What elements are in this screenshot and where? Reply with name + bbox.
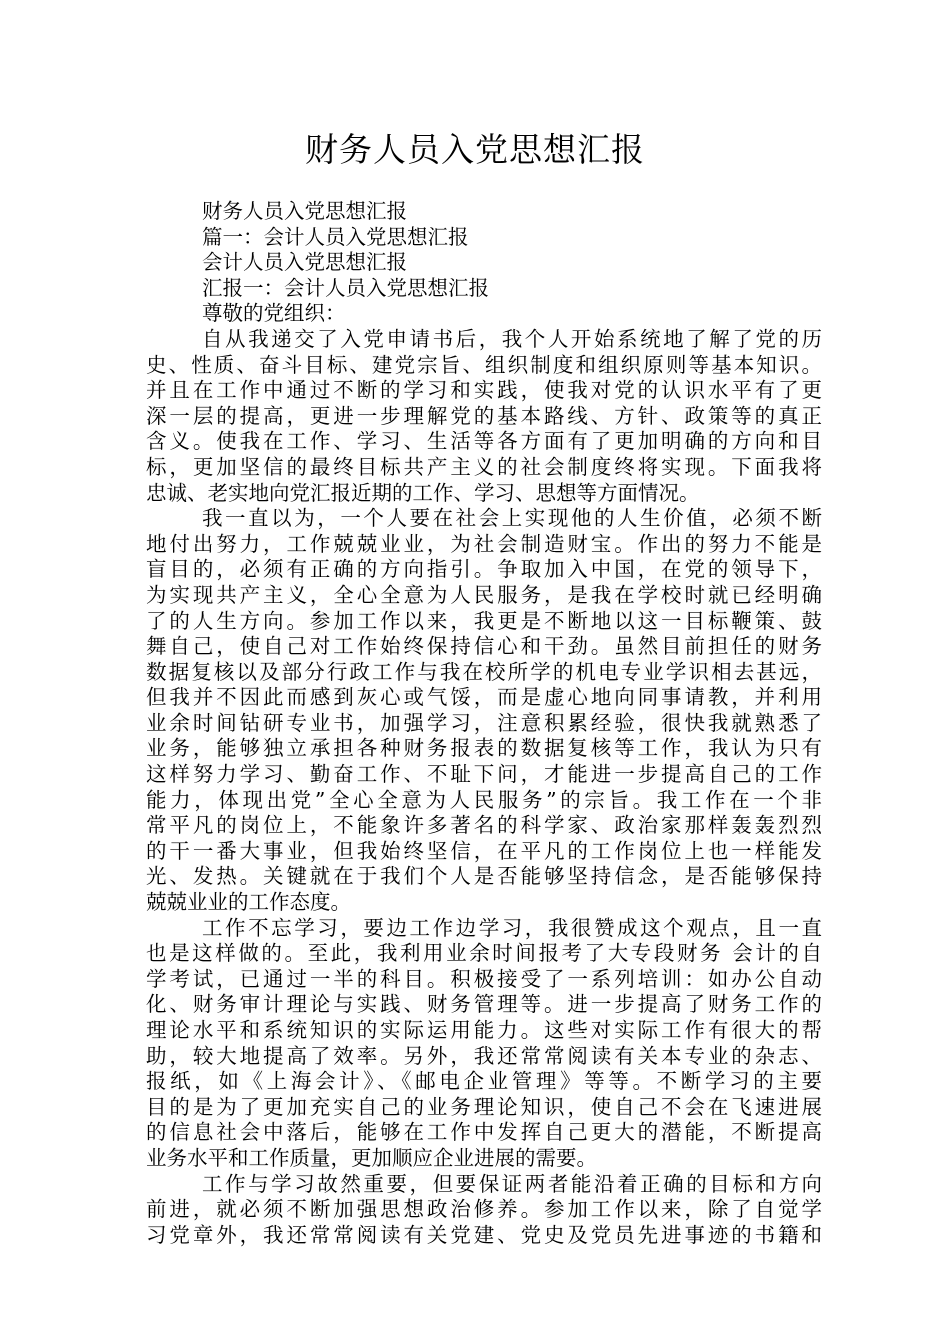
text-line: 舞自己，使自己对工作始终保持信心和干劲。虽然目前担任的财务	[146, 634, 822, 659]
text-line: 但我并不因此而感到灰心或气馁，而是虚心地向同事请教，并利用	[146, 685, 822, 710]
text-line: 汇报一：会计人员入党思想汇报	[202, 275, 489, 300]
text-line: 深一层的提高，更进一步理解党的基本路线、方针、政策等的真正	[146, 403, 822, 428]
text-line: 财务人员入党思想汇报	[202, 199, 407, 223]
text-line: 标，更加坚信的最终目标共产主义的社会制度终将实现。下面我将	[146, 454, 822, 479]
text-line: 前进，就必须不断加强思想政治修养。参加工作以来，除了自觉学	[146, 1197, 822, 1222]
text-line: 学考试，已通过一半的科目。积极接受了一系列培训：如办公自动	[146, 966, 822, 991]
text-line: 工作不忘学习，要边工作边学习，我很赞成这个观点，且一直	[202, 915, 822, 940]
text-line: 会计人员入党思想汇报	[202, 250, 407, 275]
text-line: 为实现共产主义，全心全意为人民服务，是我在学校时就已经明确	[146, 582, 822, 607]
text-line: 业务，能够独立承担各种财务报表的数据复核等工作，我认为只有	[146, 736, 822, 761]
text-line: 含义。使我在工作、学习、生活等各方面有了更加明确的方向和目	[146, 429, 822, 454]
text-line: 了的人生方向。参加工作以来，我更是不断地以这一目标鞭策、鼓	[146, 608, 822, 633]
text-line: 业务水平和工作质量，更加顺应企业进展的需要。	[146, 1145, 597, 1170]
text-line: 我一直以为，一个人要在社会上实现他的人生价值，必须不断	[202, 506, 822, 531]
text-line: 工作与学习故然重要，但要保证两者能沿着正确的目标和方向	[202, 1171, 822, 1196]
text-line: 光、发热。关键就在于我们个人是否能够坚持信念，是否能够保持	[146, 864, 822, 889]
text-line: 助，较大地提高了效率。另外，我还常常阅读有关本专业的杂志、	[146, 1043, 822, 1068]
text-line: 尊敬的党组织：	[202, 301, 346, 326]
text-line: 报纸，如《上海会计》、《邮电企业管理》等等。不断学习的主要	[146, 1069, 822, 1094]
text-line: 并且在工作中通过不断的学习和实践，使我对党的认识水平有了更	[146, 378, 822, 403]
text-line: 数据复核以及部分行政工作与我在校所学的机电专业学识相去甚远，	[146, 659, 822, 684]
text-line: 业余时间钻研专业书，加强学习，注意积累经验，很快我就熟悉了	[146, 710, 822, 735]
text-line: 习党章外，我还常常阅读有关党建、党史及党员先进事迹的书籍和	[146, 1222, 822, 1247]
text-line: 史、性质、奋斗目标、建党宗旨、组织制度和组织原则等基本知识。	[146, 352, 822, 377]
text-line: 目的是为了更加充实自己的业务理论知识，使自己不会在飞速进展	[146, 1094, 822, 1119]
text-line: 理论水平和系统知识的实际运用能力。这些对实际工作有很大的帮	[146, 1018, 822, 1042]
text-line: 自从我递交了入党申请书后，我个人开始系统地了解了党的历	[202, 326, 822, 351]
text-line: 能力，体现出党”全心全意为人民服务”的宗旨。我工作在一个非	[146, 787, 822, 812]
text-line: 篇一：会计人员入党思想汇报	[202, 224, 469, 249]
text-line: 这样努力学习、勤奋工作、不耻下问，才能进一步提高自己的工作	[146, 762, 822, 787]
text-line: 也是这样做的。至此，我利用业余时间报考了大专段财务 会计的自	[146, 941, 822, 966]
text-line: 的干一番大事业，但我始终坚信，在平凡的工作岗位上也一样能发	[146, 838, 822, 863]
text-line: 地付出努力，工作兢兢业业，为社会制造财宝。作出的努力不能是	[146, 531, 822, 556]
document-body	[146, 199, 822, 1248]
text-line: 常平凡的岗位上，不能象许多著名的科学家、政治家那样轰轰烈烈	[146, 813, 822, 838]
text-line: 忠诚、老实地向党汇报近期的工作、学习、思想等方面情况。	[146, 480, 700, 505]
text-line: 的信息社会中落后，能够在工作中发挥自己更大的潜能，不断提高	[146, 1120, 822, 1145]
text-line: 化、财务审计理论与实践、财务管理等。进一步提高了财务工作的	[146, 992, 822, 1017]
document-title: 财务人员入党思想汇报	[305, 130, 645, 169]
text-line: 盲目的，必须有正确的方向指引。争取加入中国，在党的领导下，	[146, 557, 822, 582]
text-line: 兢兢业业的工作态度。	[146, 890, 351, 915]
